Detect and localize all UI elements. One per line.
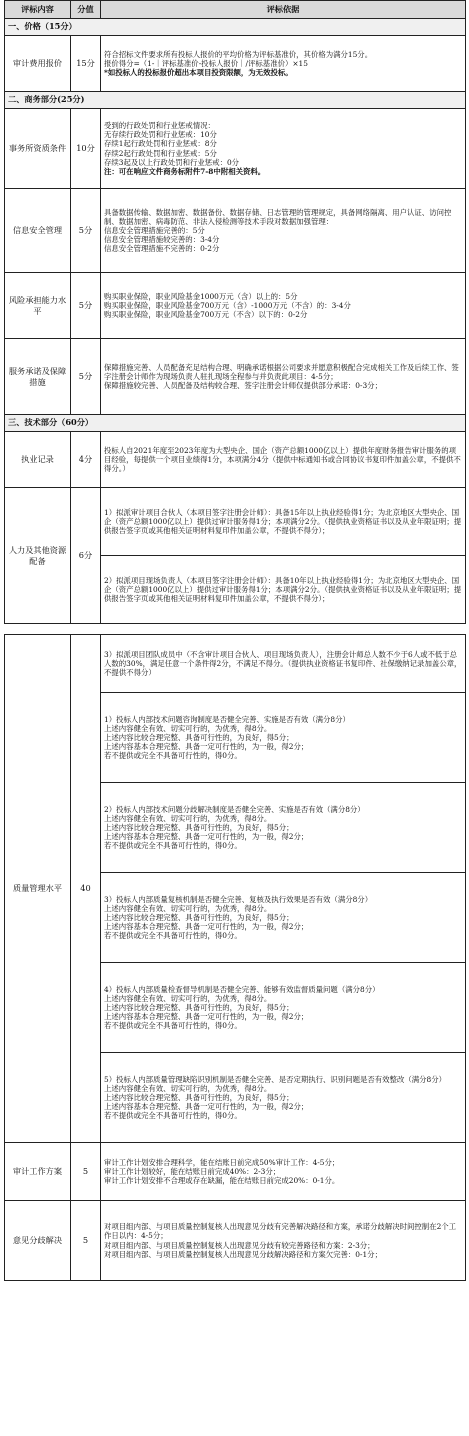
criteria-line: 存续3起及以上行政处罚和行业惩戒：0分 (104, 157, 240, 167)
criteria-line: 审计工作计划安排合理科学，能在结账日前完成50%审计工作：4-5分； (104, 1157, 340, 1167)
criteria-line: 对项目组内部、与项目质量控制复核人出现意见分歧有完善解决路径和方案，承诺分歧解决时间控制在2个工作日以内：4-5分； (104, 1222, 457, 1241)
section-title: 一、价格（15分） (5, 19, 466, 36)
criteria-line: 保障措施完善、人员配备充足结构合理、明确承诺根据公司要求并愿意积极配合完成相关工作及后续工作、签字注册会计师作为现场负责人驻扎现场全程参与并负责此项目：4-5分； (104, 362, 459, 381)
criteria-line: 上述内容基本合理完整、具备一定可行性的，为一般，得2分； (104, 742, 309, 752)
header-item: 评标内容 (5, 1, 71, 19)
criteria-head: 4）投标人内部质量检查督导机制是否健全完善、能够有效监督质量问题（满分8分） (104, 984, 380, 994)
criteria-line: 保障措施较完善、人员配备及结构较合理、签字注册会计师仅提供部分承诺：0-3分； (104, 381, 382, 391)
item-criteria (101, 963, 466, 1053)
table-row (5, 339, 466, 415)
criteria-line: 具备数据传输、数据加密、数据备份、数据存储、日志管理的管理规定，具备网络隔离、用户认证、访问控制、数据加密、病毒防范、非法入侵检测等技术手段对数据加强管理： (104, 207, 452, 226)
item-criteria: 2）拟派项目现场负责人（本项目签字注册会计师）：具备10年以上执业经验得1分；为北京地区大型央企、国企（资产总额1000亿以上）提供过审计服务得1分；本项满分2分。（提供执业资格证书以及从业年限证明；提供报告签字页或其他相关证明材料复印件加盖公章，不提供不得分）； (101, 556, 466, 624)
criteria-line: 信息安全管理措施较完善的：3-4分 (104, 235, 220, 245)
item-name: 风险承担能力水平 (5, 273, 71, 339)
item-criteria (101, 273, 466, 339)
table-row (5, 36, 466, 92)
table-row (5, 1201, 466, 1281)
criteria-line: 上述内容比较合理完整、具备可行性的，为良好，得5分； (104, 1002, 294, 1012)
criteria-line: 上述内容基本合理完整、具备一定可行性的，为一般，得2分； (104, 832, 309, 842)
item-name: 执业记录 (5, 432, 71, 488)
criteria-line: 上述内容基本合理完整、具备一定可行性的，为一般，得2分； (104, 1102, 309, 1112)
criteria-line: 无存续行政处罚和行业惩戒：10分 (104, 130, 217, 140)
header-score: 分值 (71, 1, 101, 19)
criteria-head: 3）投标人内部质量复核机制是否健全完善、复核及执行效果是否有效（满分8分） (104, 894, 373, 904)
criteria-note: *如投标人的投标报价超出本项目投资限额，为无效投标。 (104, 68, 293, 78)
item-name: 意见分歧解决 (5, 1201, 71, 1281)
criteria-line: 上述内容健全有效、切实可行的，为优秀，得8分。 (104, 903, 272, 913)
item-name: 人力及其他资源配备 (5, 488, 71, 624)
criteria-line: 存续1起行政处罚和行业惩戒：8分 (104, 139, 217, 149)
item-criteria (101, 36, 466, 92)
table-row (5, 635, 466, 693)
criteria-line: 若不提供或完全不具备可行性的，得0分。 (104, 1021, 242, 1031)
item-name: 事务所资质条件 (5, 109, 71, 189)
section-title: 二、商务部分(25分) (5, 92, 466, 109)
criteria-head: 1）投标人内部技术问题咨询制度是否健全完善、实施是否有效（满分8分） (104, 714, 350, 724)
criteria-line: 上述内容健全有效、切实可行的，为优秀，得8分。 (104, 1083, 272, 1093)
item-score: 5分 (71, 273, 101, 339)
item-criteria (101, 1143, 466, 1201)
criteria-line: 上述内容基本合理完整、具备一定可行性的，为一般，得2分； (104, 1012, 309, 1022)
criteria-line: 若不提供或完全不具备可行性的，得0分。 (104, 931, 242, 941)
table-header-row (5, 1, 466, 19)
item-score: 40 (71, 635, 101, 1143)
criteria-line: 上述内容比较合理完整、具备可行性的，为良好，得5分； (104, 912, 294, 922)
criteria-line: 符合招标文件要求所有投标人报价的平均价格为评标基准价，其价格为满分15分。 (104, 49, 373, 59)
item-criteria (101, 783, 466, 873)
table-row (5, 109, 466, 189)
item-criteria (101, 109, 466, 189)
item-name: 服务承诺及保障措施 (5, 339, 71, 415)
criteria-line: 若不提供或完全不具备可行性的，得0分。 (104, 751, 242, 761)
scoring-table-continued (4, 634, 466, 1281)
criteria-head: 5）投标人内部质量管理缺陷识别机制是否健全完善、是否定期执行、识别问题是否有效整改（满分8分） (104, 1074, 446, 1084)
criteria-line: 上述内容基本合理完整、具备一定可行性的，为一般，得2分； (104, 922, 309, 932)
item-criteria (101, 1053, 466, 1143)
item-criteria (101, 873, 466, 963)
table-row (5, 488, 466, 556)
section-row-business (5, 92, 466, 109)
section-row-technical (5, 415, 466, 432)
table-row (5, 432, 466, 488)
criteria-line: 上述内容比较合理完整、具备可行性的，为良好，得5分； (104, 822, 294, 832)
item-criteria (101, 693, 466, 783)
criteria-line: 上述内容比较合理完整、具备可行性的，为良好，得5分； (104, 732, 294, 742)
item-criteria: 投标人自2021年度至2023年度为大型央企、国企（资产总额1000亿以上）提供年度财务报告审计服务的项目经验，每提供一个项目业绩得1分，本项满分4分（提供中标通知书或合同协议书复印件加盖公章，不提供不得分。） (101, 432, 466, 488)
table-row (5, 273, 466, 339)
scoring-table (4, 0, 466, 624)
item-score: 4分 (71, 432, 101, 488)
criteria-line: 受到的行政处罚和行业惩戒情况： (104, 121, 215, 131)
section-row-price (5, 19, 466, 36)
item-score: 5 (71, 1201, 101, 1281)
item-criteria (101, 339, 466, 415)
criteria-line: 对项目组内部、与项目质量控制复核人出现意见分歧解决路径和方案欠完善：0-1分； (104, 1249, 382, 1259)
criteria-note: 注：可在响应文件商务标附件7-8中附相关资料。 (104, 166, 266, 176)
item-criteria (101, 1201, 466, 1281)
table-row (5, 189, 466, 273)
criteria-line: 上述内容比较合理完整、具备可行性的，为良好，得5分； (104, 1092, 294, 1102)
item-criteria: 1）拟派审计项目合伙人（本项目签字注册会计师）：具备15年以上执业经验得1分；为北京地区大型央企、国企（资产总额1000亿以上）提供过审计服务得1分；本项满分2分。（提供执业资格证书以及从业年限证明；提供报告签字页或其他相关证明材料复印件加盖公章，不提供不得分）； (101, 488, 466, 556)
criteria-line: 对项目组内部、与项目质量控制复核人出现意见分歧有较完善路径和方案：2-3分； (104, 1240, 375, 1250)
item-score: 5 (71, 1143, 101, 1201)
item-score: 5分 (71, 189, 101, 273)
criteria-line: 信息安全管理措施不完善的：0-2分 (104, 244, 220, 254)
section-title: 三、技术部分（60分） (5, 415, 466, 432)
criteria-line: 购买职业保险，职业风险基金1000万元（含）以上的：5分 (104, 291, 298, 301)
header-criteria: 评标依据 (101, 1, 466, 19)
criteria-head: 2）投标人内部技术问题分歧解决制度是否健全完善、实施是否有效（满分8分） (104, 804, 365, 814)
criteria-line: 若不提供或完全不具备可行性的，得0分。 (104, 841, 242, 851)
criteria-line: 存续2起行政处罚和行业惩戒：5分 (104, 148, 217, 158)
table-row (5, 1143, 466, 1201)
criteria-line: 上述内容健全有效、切实可行的，为优秀，得8分。 (104, 813, 272, 823)
item-criteria (101, 189, 466, 273)
item-name: 审计费用报价 (5, 36, 71, 92)
criteria-line: 若不提供或完全不具备可行性的，得0分。 (104, 1111, 242, 1121)
item-score: 5分 (71, 339, 101, 415)
item-name: 审计工作方案 (5, 1143, 71, 1201)
criteria-line: 购买职业保险，职业风险基金700万元（含）-1000万元（不含）的：3-4分 (104, 300, 351, 310)
item-criteria: 3）拟派项目团队成员中（不含审计项目合伙人、项目现场负责人），注册会计师总人数不少于6人或不低于总人数的30%，满足任意一个条件得2分，不满足不得分。（提供执业资格证书复印件、社保缴纳记录加盖公章，不提供不得分） (101, 635, 466, 693)
item-score: 15分 (71, 36, 101, 92)
criteria-line: 上述内容健全有效、切实可行的，为优秀，得8分。 (104, 993, 272, 1003)
item-score: 10分 (71, 109, 101, 189)
item-score: 6分 (71, 488, 101, 624)
item-name: 信息安全管理 (5, 189, 71, 273)
criteria-line: 审计工作计划较好，能在结账日前完成40%：2-3分； (104, 1166, 281, 1176)
item-name: 质量管理水平 (5, 635, 71, 1143)
criteria-line: 报价得分=（1-｜评标基准价-投标人报价｜/评标基准价）×15 (104, 58, 308, 68)
criteria-line: 信息安全管理措施完善的：5分 (104, 225, 205, 235)
criteria-line: 上述内容健全有效、切实可行的，为优秀，得8分。 (104, 723, 272, 733)
criteria-line: 审计工作计划安排不合理或存在缺漏，能在结账日前完成20%：0-1分。 (104, 1176, 340, 1186)
criteria-line: 购买职业保险，职业风险基金700万元（不含）以下的：0-2分 (104, 310, 308, 320)
